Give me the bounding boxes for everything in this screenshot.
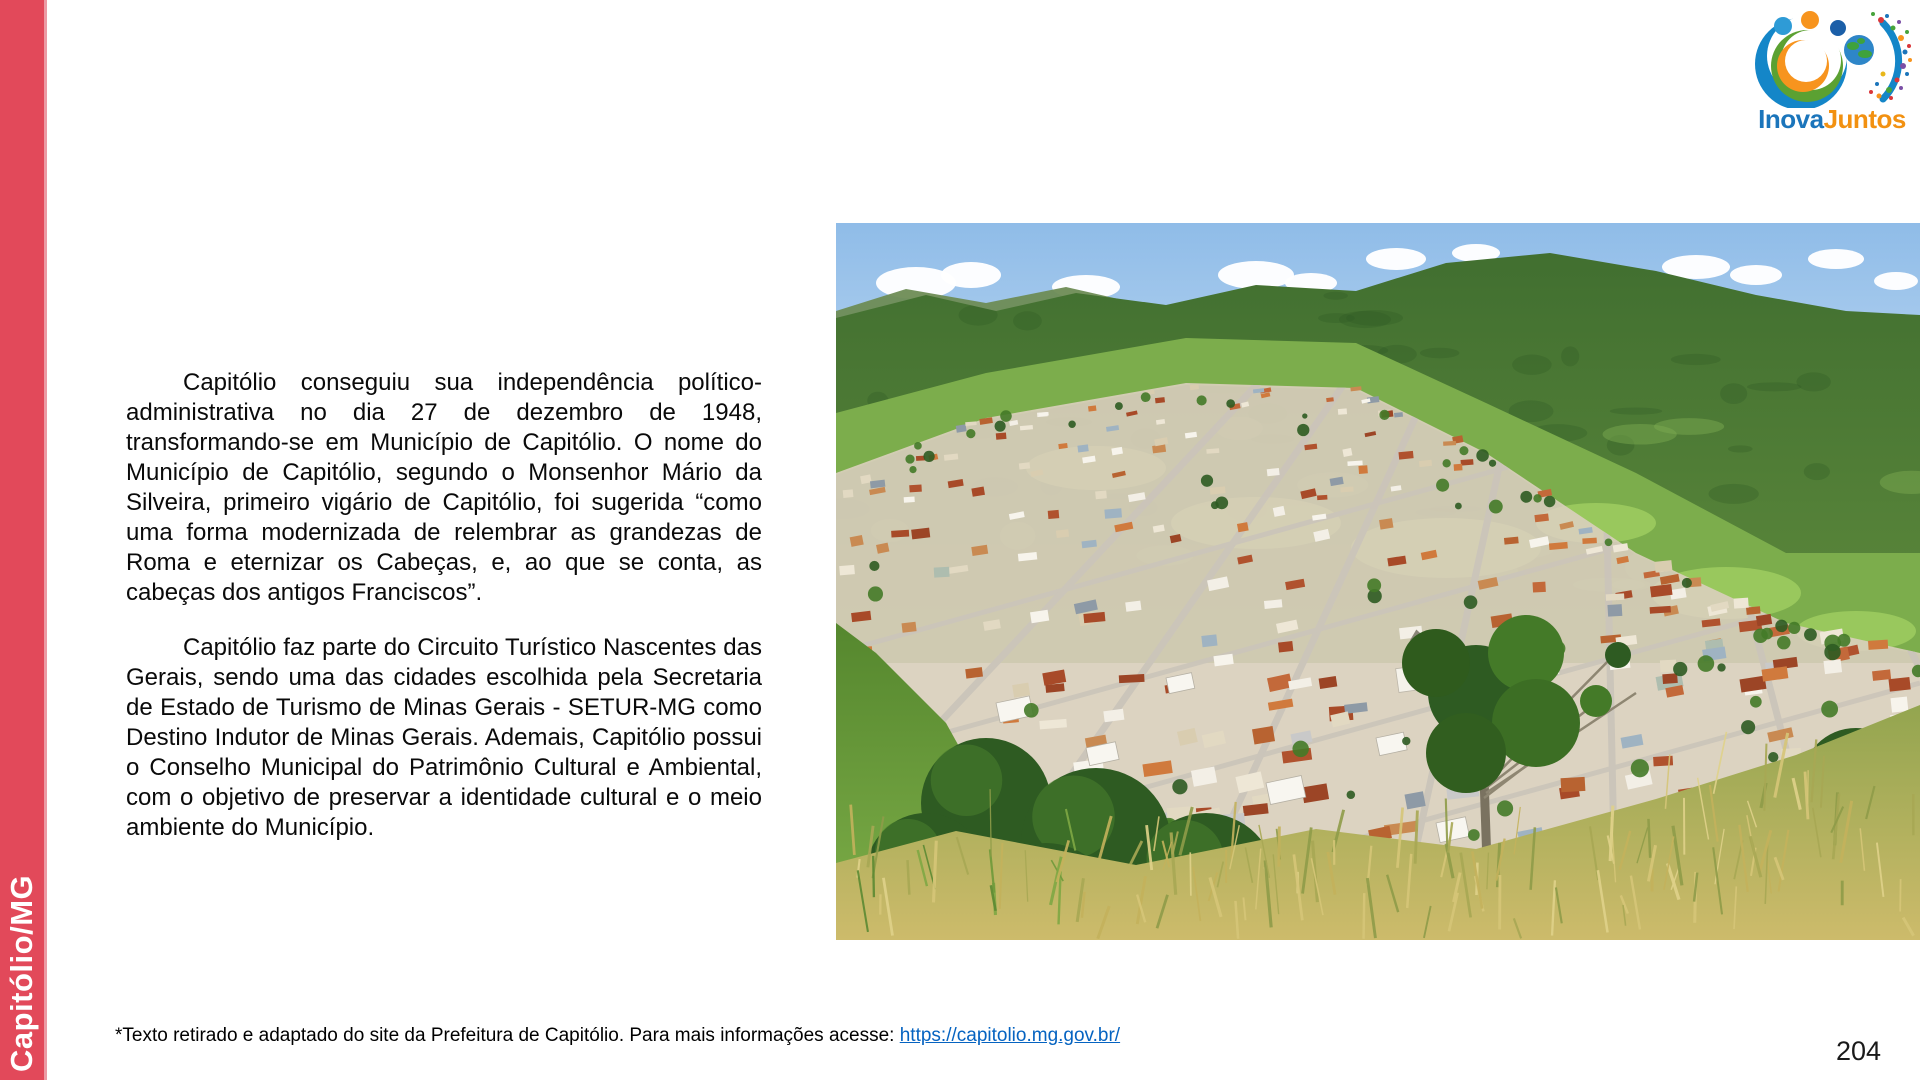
inovajuntos-logo — [1752, 4, 1914, 140]
logo-globe-icon — [1844, 35, 1874, 65]
inovajuntos-logo-icon — [1753, 4, 1913, 108]
paragraph-history: Capitólio conseguiu sua independência político-administrativa no dia 27 de dezembro de 1948, transformando-se em Município de Capitólio. O nome do Município de Capitólio, segundo o Monsenhor Mário da Silveira, primeiro vigário de Capitólio, foi sugerida “como uma forma modernizada de relembrar as grandezas de Roma e eternizar os Cabeças, e, ao que se conta, as cabeças dos antigos Franciscos”. — [126, 369, 762, 606]
paragraph-tourism: Capitólio faz parte do Circuito Turístico Nascentes das Gerais, sendo uma das cidades escolhida pela Secretaria de Estado de Turismo de Minas Gerais - SETUR-MG como Destino Indutor de Minas Gerais. Ademais, Capitólio possui o Conselho Municipal do Patrimônio Cultural e Ambiental, com o objetivo de preservar a identidade cultural e o meio ambiente do Município. — [126, 634, 762, 841]
sidebar — [0, 0, 47, 1080]
logo-wordmark — [1752, 104, 1912, 135]
sidebar-label: Capitólio/MG — [4, 874, 39, 1072]
town-aerial-photo — [836, 223, 1920, 940]
logo-text-juntos: Juntos — [1823, 104, 1906, 134]
footnote-text: *Texto retirado e adaptado do site da Prefeitura de Capitólio. Para mais informações acesse: — [115, 1025, 900, 1046]
body-text — [126, 368, 762, 868]
town-aerial-photo-canvas — [836, 223, 1920, 940]
footnote-link[interactable]: https://capitolio.mg.gov.br/ — [899, 1025, 1121, 1046]
logo-text-inova: Inova — [1758, 104, 1824, 134]
page-number: 204 — [1836, 1036, 1882, 1066]
footnote — [115, 1025, 1615, 1047]
